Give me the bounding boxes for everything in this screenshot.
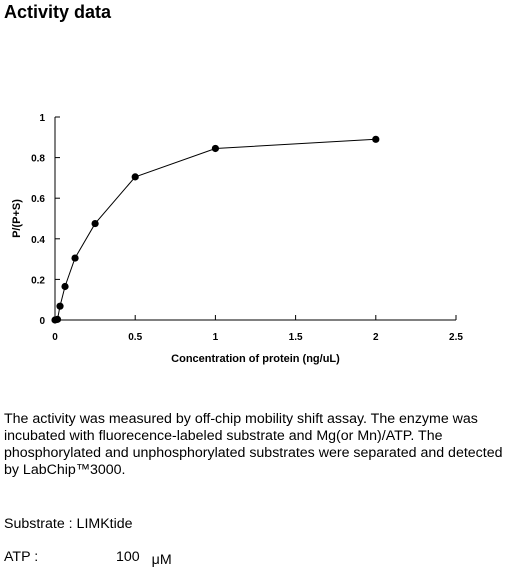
y-tick-label: 0.6 <box>31 194 45 206</box>
atp-unit: μM <box>151 552 172 568</box>
x-tick-label: 0 <box>52 332 58 343</box>
atp-info <box>4 549 172 568</box>
data-point <box>92 220 99 227</box>
x-axis-ticks <box>52 315 463 343</box>
x-tick-label: 1 <box>212 332 219 343</box>
atp-label: ATP : <box>4 549 39 565</box>
x-tick-label: 2 <box>373 332 379 343</box>
y-axis-label: P/(P+S) <box>11 199 23 238</box>
data-point <box>132 173 139 180</box>
assay-description: The activity was measured by off-chip mobility shift assay. The enzyme was incubated with fluorecence-labeled substrate and Mg(or Mn)/ATP. The phosphorylated and unphosphorylated substrates were separated and detected by LabChip™3000. <box>4 411 503 478</box>
substrate-info: Substrate : LIMKtide <box>4 516 133 532</box>
data-point <box>54 316 61 323</box>
data-point <box>61 283 68 290</box>
page-title: Activity data <box>4 2 112 22</box>
data-series <box>51 136 379 324</box>
y-tick-label: 0.4 <box>31 234 45 246</box>
x-tick-label: 0.5 <box>128 332 143 343</box>
data-point <box>372 136 379 143</box>
x-tick-label: 2.5 <box>449 332 463 343</box>
y-tick-label: 1 <box>39 113 45 124</box>
data-point <box>212 145 219 152</box>
series-line <box>55 139 376 320</box>
y-tick-label: 0 <box>39 316 45 327</box>
x-tick-label: 1.5 <box>288 332 303 343</box>
data-point <box>71 254 78 261</box>
y-axis-ticks <box>31 113 60 327</box>
y-tick-label: 0.2 <box>31 275 45 287</box>
data-point <box>56 303 63 310</box>
atp-value: 100 <box>116 549 140 565</box>
x-axis-label: Concentration of protein (ng/uL) <box>171 353 340 365</box>
activity-chart <box>0 100 517 375</box>
y-tick-label: 0.8 <box>31 153 45 165</box>
